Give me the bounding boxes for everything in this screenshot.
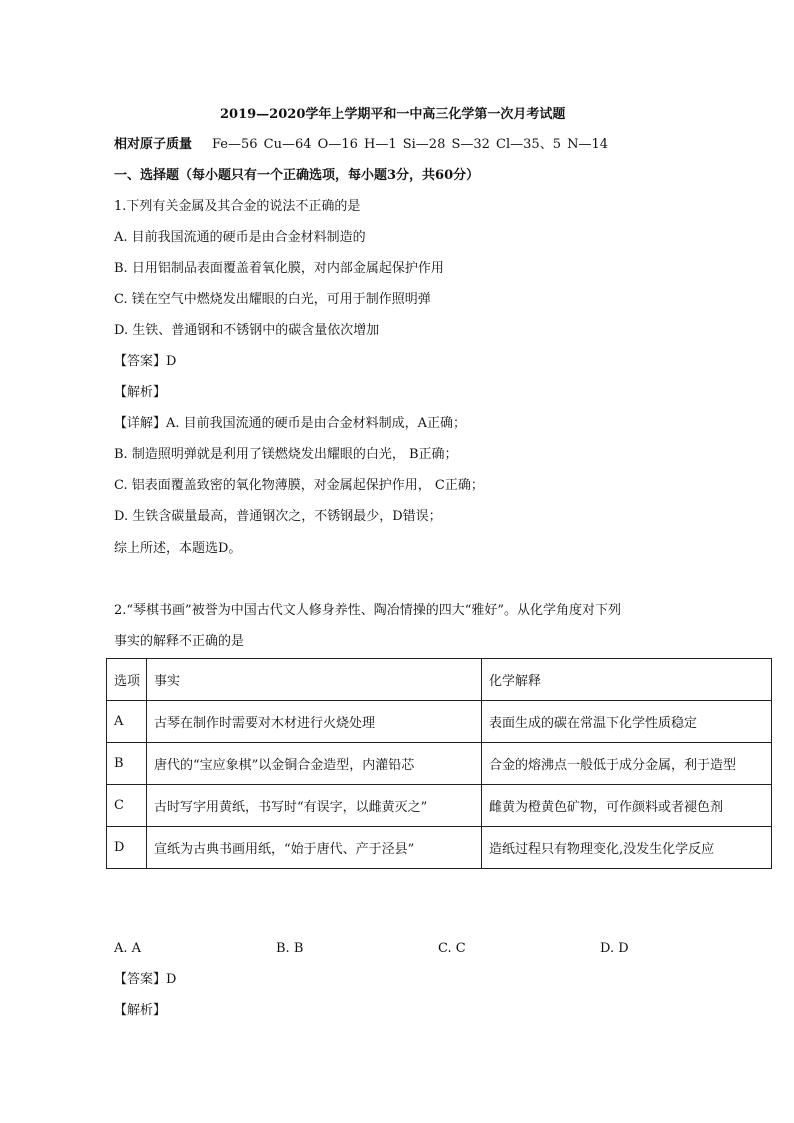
- table-row: [107, 743, 772, 785]
- q1-explanation-line: C. 铝表面覆盖致密的氧化物薄膜，对金属起保护作用， C正确；: [114, 478, 484, 493]
- q1-explanation-line: D. 生铁含碳量最高，普通钢次之，不锈钢最少，D错误；: [114, 509, 442, 524]
- row-option: C: [107, 785, 147, 827]
- q1-explanation-line: B. 制造照明弹就是利用了镁燃烧发出耀眼的白光， B正确；: [114, 447, 458, 462]
- atomic-mass-label: 相对原子质量: [114, 137, 193, 152]
- table-row: [107, 827, 772, 869]
- row-fact: 唐代的“宝应象棋”以金铜合金造型，内灌铅芯: [147, 743, 482, 785]
- q1-stem: 1.下列有关金属及其合金的说法不正确的是: [114, 199, 361, 214]
- q2-table: [106, 658, 772, 869]
- row-option: B: [107, 743, 147, 785]
- row-fact: 宣纸为古典书画用纸，“始于唐代、产于泾县”: [147, 827, 482, 869]
- header-fact: 事实: [147, 659, 482, 701]
- header-explanation: 化学解释: [482, 659, 772, 701]
- q1-analysis-heading: 【解析】: [114, 385, 167, 400]
- q1-conclusion: 综上所述，本题选D。: [114, 541, 242, 556]
- q2-choice-a: A. A: [114, 941, 142, 956]
- q2-analysis-heading: 【解析】: [114, 1003, 167, 1018]
- row-option: D: [107, 827, 147, 869]
- row-option: A: [107, 701, 147, 743]
- page-title: 2019—2020学年上学期平和一中高三化学第一次月考试题: [220, 107, 566, 122]
- row-explanation: 雌黄为橙黄色矿物，可作颜料或者褪色剂: [482, 785, 772, 827]
- q2-choice-c: C. C: [438, 941, 466, 956]
- q2-stem-line2: 事实的解释不正确的是: [114, 634, 245, 649]
- section-heading: 一、选择题（每小题只有一个正确选项，每小题3分，共60分）: [114, 168, 480, 183]
- q1-option-a: A. 目前我国流通的硬币是由合金材料制造的: [114, 230, 366, 245]
- row-explanation: 造纸过程只有物理变化,没发生化学反应: [482, 827, 772, 869]
- q1-option-d: D. 生铁、普通钢和不锈钢中的碳含量依次增加: [114, 323, 380, 338]
- q1-explanation-line: 【详解】A. 目前我国流通的硬币是由合金材料制成，A正确；: [114, 416, 467, 431]
- row-explanation: 表面生成的碳在常温下化学性质稳定: [482, 701, 772, 743]
- q1-option-b: B. 日用铝制品表面覆盖着氧化膜，对内部金属起保护作用: [114, 261, 444, 276]
- row-fact: 古琴在制作时需要对木材进行火烧处理: [147, 701, 482, 743]
- table-header-row: [107, 659, 772, 701]
- table-row: [107, 785, 772, 827]
- q1-option-c: C. 镁在空气中燃烧发出耀眼的白光，可用于制作照明弹: [114, 292, 431, 307]
- row-fact: 古时写字用黄纸，书写时“有误字，以雌黄灭之”: [147, 785, 482, 827]
- q2-choice-b: B. B: [276, 941, 304, 956]
- header-option: 选项: [107, 659, 147, 701]
- q1-answer: 【答案】D: [114, 354, 177, 369]
- row-explanation: 合金的熔沸点一般低于成分金属，利于造型: [482, 743, 772, 785]
- q2-answer: 【答案】D: [114, 972, 177, 987]
- table-row: [107, 701, 772, 743]
- q2-choice-d: D. D: [600, 941, 629, 956]
- q2-stem-line1: 2.“琴棋书画”被誉为中国古代文人修身养性、陶冶情操的四大“雅好”。从化学角度对下列: [114, 603, 621, 618]
- atomic-mass-values: Fe—56 Cu—64 O—16 H—1 Si—28 S—32 Cl—35、5 N—14: [212, 137, 609, 152]
